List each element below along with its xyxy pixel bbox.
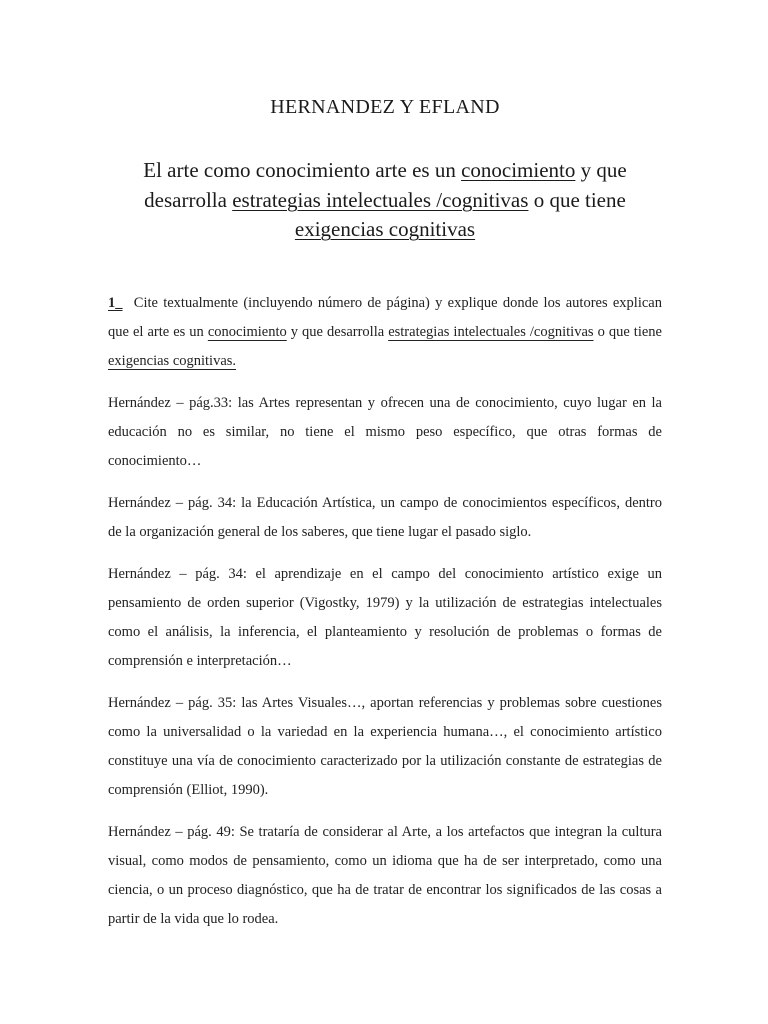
question-underlined-2: estrategias intelectuales /cognitivas	[388, 323, 594, 340]
question-text-2: y que desarrolla	[286, 323, 389, 340]
question-underlined-1: conocimiento	[207, 323, 287, 340]
question-text-1: Cite textualmente (incluyendo número de página) y explique donde los autores explican que el arte es un	[108, 294, 662, 340]
question-number: 1_	[108, 294, 123, 311]
quote-paragraph-4: Hernández – pág. 35: las Artes Visuales…, aportan referencias y problemas sobre cuestiones como la universalidad o la variedad en la experiencia humana…, el conocimiento artístico constituye una vía de conocimiento caracterizado por la utilización constante de estrategias de comprensión (Elliot, 1990).	[108, 694, 662, 798]
subtitle-underlined-2: estrategias intelectuales /cognitivas	[232, 187, 529, 212]
quote-paragraph-3: Hernández – pág. 34: el aprendizaje en el campo del conocimiento artístico exige un pensamiento de orden superior (Vigostky, 1979) y la utilización de estrategias intelectuales como el análisis, la inferencia, el planteamiento y resolución de problemas o formas de comprensión e interpretación…	[108, 565, 662, 669]
subtitle-text-3: o que tiene	[528, 187, 626, 212]
subtitle-underlined-3: exigencias cognitivas	[294, 217, 476, 241]
subtitle-underlined-1: conocimiento	[461, 158, 576, 182]
question-text-3: o que tiene	[593, 323, 662, 340]
question-paragraph	[108, 289, 662, 376]
subtitle-text-1: El arte como conocimiento arte es un	[143, 158, 462, 182]
quote-paragraph-2: Hernández – pág. 34: la Educación Artística, un campo de conocimientos específicos, dentro de la organización general de los saberes, que tiene lugar el pasado siglo.	[108, 494, 662, 540]
document-subtitle	[108, 156, 662, 245]
question-underlined-3: exigencias cognitivas.	[108, 352, 237, 369]
document-page	[108, 0, 662, 934]
subtitle-text-2: y que desarrolla	[144, 158, 627, 212]
quote-paragraph-1: Hernández – pág.33: las Artes representan y ofrecen una de conocimiento, cuyo lugar en la educación no es similar, no tiene el mismo peso específico, que otras formas de conocimiento…	[108, 394, 662, 469]
document-title: HERNANDEZ Y EFLAND	[270, 96, 500, 118]
quote-paragraph-5: Hernández – pág. 49: Se trataría de considerar al Arte, a los artefactos que integran la cultura visual, como modos de pensamiento, como un idioma que ha de ser interpretado, como una ciencia, o un proceso diagnóstico, que ha de tratar de encontrar los significados de las cosas a partir de la vida que lo rodea.	[108, 823, 662, 927]
